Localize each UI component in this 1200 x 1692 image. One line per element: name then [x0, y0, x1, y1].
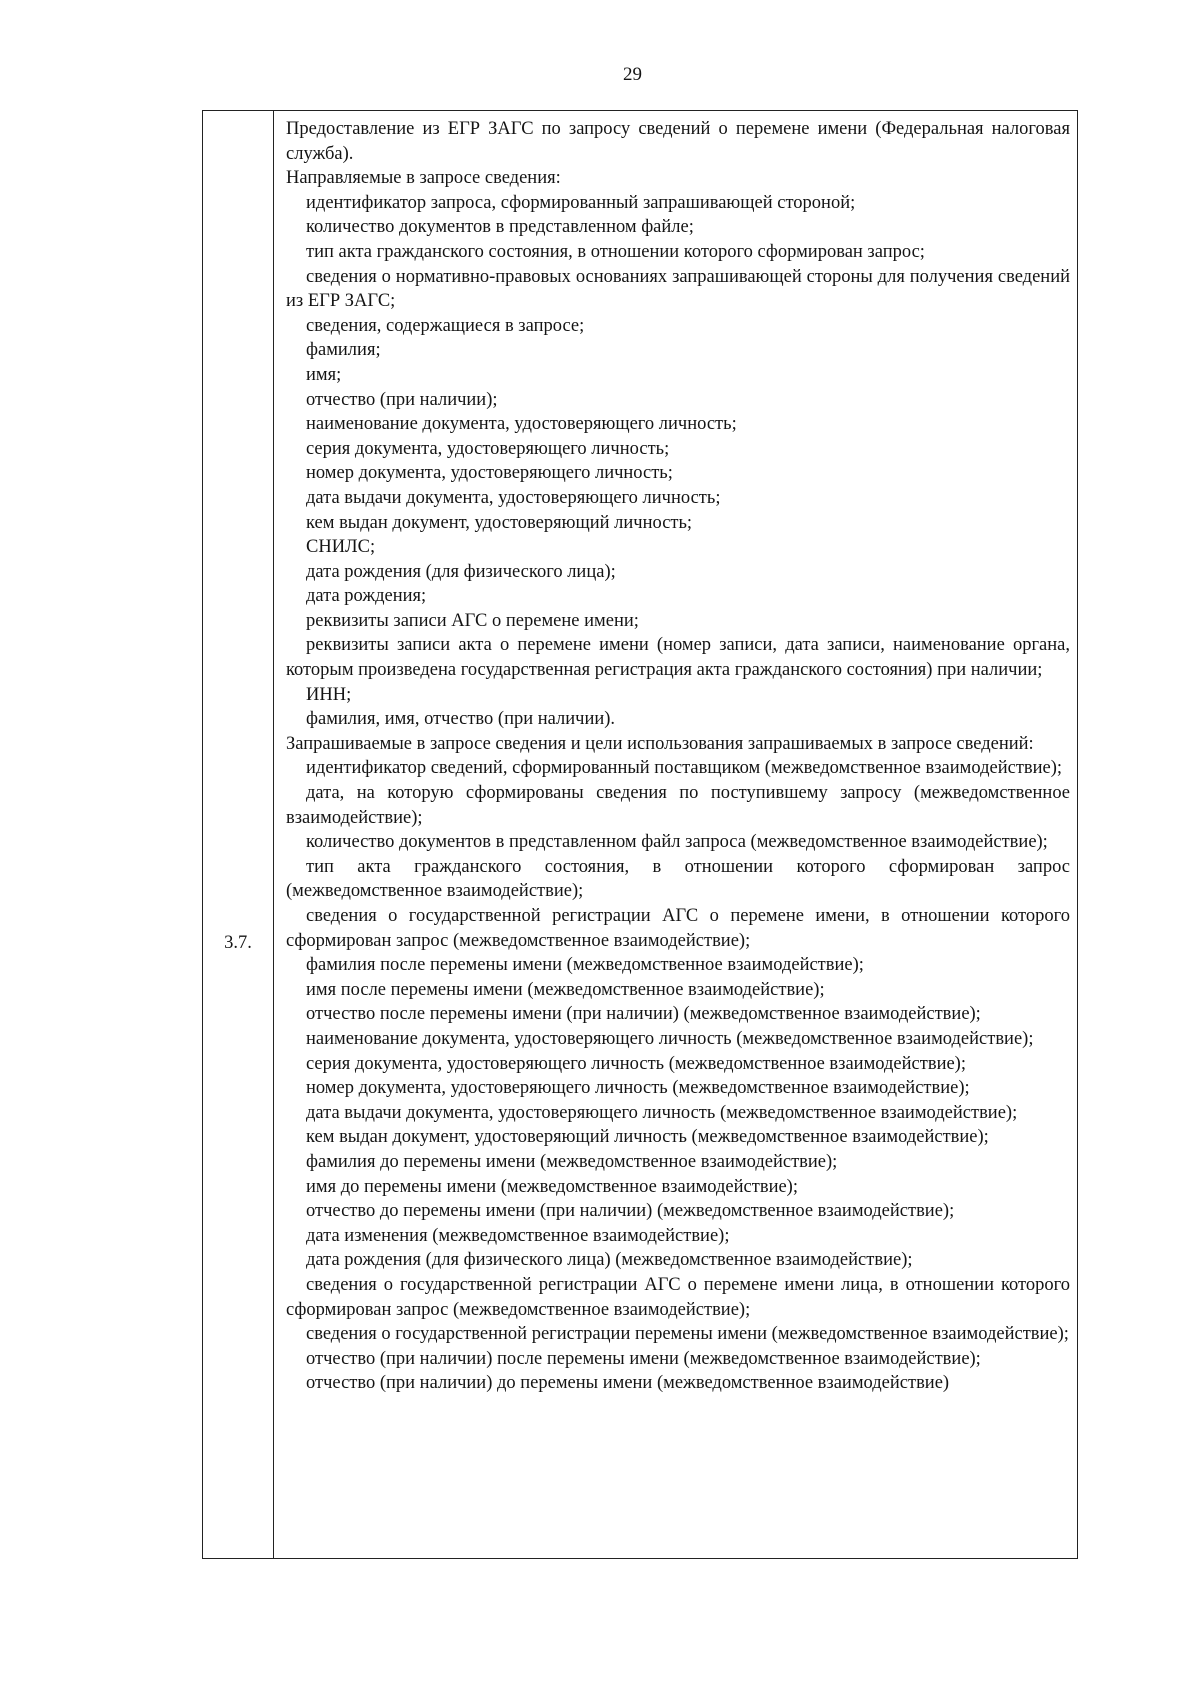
content-paragraph: фамилия до перемены имени (межведомственное взаимодействие);	[306, 1151, 838, 1172]
content-paragraph: фамилия, имя, отчество (при наличии).	[306, 709, 616, 730]
content-paragraph: наименование документа, удостоверяющего личность (межведомственное взаимодействие);	[306, 1028, 1034, 1049]
content-paragraph: отчество (при наличии) после перемены имени (межведомственное взаимодействие);	[306, 1348, 981, 1369]
row-number: 3.7.	[224, 933, 252, 953]
content-paragraph: отчество (при наличии) до перемены имени (межведомственное взаимодействие)	[306, 1373, 950, 1394]
content-paragraph: наименование документа, удостоверяющего личность;	[306, 414, 737, 435]
content-paragraph: идентификатор сведений, сформированный поставщиком (межведомственное взаимодействие);	[306, 758, 1063, 779]
content-paragraph: имя;	[306, 364, 342, 385]
content-paragraph: отчество после перемены имени (при наличии) (межведомственное взаимодействие);	[306, 1004, 981, 1025]
content-paragraph: фамилия;	[306, 340, 381, 361]
column-divider	[273, 111, 274, 1558]
content-paragraph: сведения о государственной регистрации АГС о перемене имени лица, в отношении которого сформирован запрос (межведомственное взаимодействие);	[286, 1274, 1070, 1320]
content-paragraph: отчество до перемены имени (при наличии) (межведомственное взаимодействие);	[306, 1201, 955, 1222]
content-paragraph: количество документов в представленном файл запроса (межведомственное взаимодействие);	[306, 832, 1048, 853]
page-number: 29	[623, 64, 642, 85]
content-paragraph: сведения о государственной регистрации АГС о перемене имени, в отношении которого сформирован запрос (межведомственное взаимодействие);	[286, 906, 1070, 951]
content-paragraph: дата изменения (межведомственное взаимодействие);	[306, 1225, 730, 1246]
content-paragraph: идентификатор запроса, сформированный запрашивающей стороной;	[306, 192, 856, 213]
content-paragraph: кем выдан документ, удостоверяющий личность (межведомственное взаимодействие);	[306, 1127, 989, 1148]
content-paragraph: сведения о государственной регистрации перемены имени (межведомственное взаимодействие);	[306, 1324, 1069, 1345]
content-paragraph: СНИЛС;	[306, 537, 376, 558]
content-paragraph: отчество (при наличии);	[306, 389, 498, 410]
content-paragraph: ИНН;	[306, 684, 352, 705]
content-paragraph: серия документа, удостоверяющего личность;	[306, 438, 670, 459]
content-paragraph: Предоставление из ЕГР ЗАГС по запросу сведений о перемене имени (Федеральная налоговая служба).	[286, 119, 1070, 164]
content-paragraph: сведения о нормативно-правовых основаниях запрашивающей стороны для получения сведений из ЕГР ЗАГС;	[286, 266, 1070, 312]
content-paragraph: дата рождения;	[306, 586, 427, 607]
content-paragraph: количество документов в представленном файле;	[306, 217, 694, 238]
content-paragraph: дата выдачи документа, удостоверяющего личность;	[306, 487, 721, 508]
content-paragraph: тип акта гражданского состояния, в отношении которого сформирован запрос (межведомственное взаимодействие);	[286, 856, 1070, 902]
content-paragraph: Направляемые в запросе сведения:	[286, 168, 561, 189]
content-paragraph: тип акта гражданского состояния, в отношении которого сформирован запрос;	[306, 241, 925, 262]
content-paragraph: дата выдачи документа, удостоверяющего личность (межведомственное взаимодействие);	[306, 1102, 1018, 1123]
content-paragraph: Запрашиваемые в запросе сведения и цели использования запрашиваемых в запросе сведений:	[286, 733, 1034, 754]
content-paragraph: дата рождения (для физического лица);	[306, 561, 616, 582]
content-paragraph: кем выдан документ, удостоверяющий личность;	[306, 512, 693, 533]
content-paragraph: реквизиты записи акта о перемене имени (номер записи, дата записи, наименование органа, которым произведена государственная регистрация акта гражданского состояния) при наличии;	[286, 635, 1070, 681]
row-content	[286, 117, 1070, 1396]
content-paragraph: реквизиты записи АГС о перемене имени;	[306, 610, 639, 631]
content-paragraph: серия документа, удостоверяющего личность (межведомственное взаимодействие);	[306, 1053, 966, 1074]
content-paragraph: имя до перемены имени (межведомственное взаимодействие);	[306, 1176, 798, 1197]
content-paragraph: номер документа, удостоверяющего личность (межведомственное взаимодействие);	[306, 1078, 970, 1099]
content-paragraph: фамилия после перемены имени (межведомственное взаимодействие);	[306, 955, 864, 976]
document-table	[202, 110, 1078, 1559]
content-paragraph: дата, на которую сформированы сведения по поступившему запросу (межведомственное взаимодействие);	[286, 783, 1070, 828]
content-paragraph: номер документа, удостоверяющего личность;	[306, 463, 673, 484]
content-paragraph: имя после перемены имени (межведомственное взаимодействие);	[306, 979, 825, 1000]
content-paragraph: сведения, содержащиеся в запросе;	[306, 315, 585, 336]
content-paragraph: дата рождения (для физического лица) (межведомственное взаимодействие);	[306, 1250, 913, 1271]
